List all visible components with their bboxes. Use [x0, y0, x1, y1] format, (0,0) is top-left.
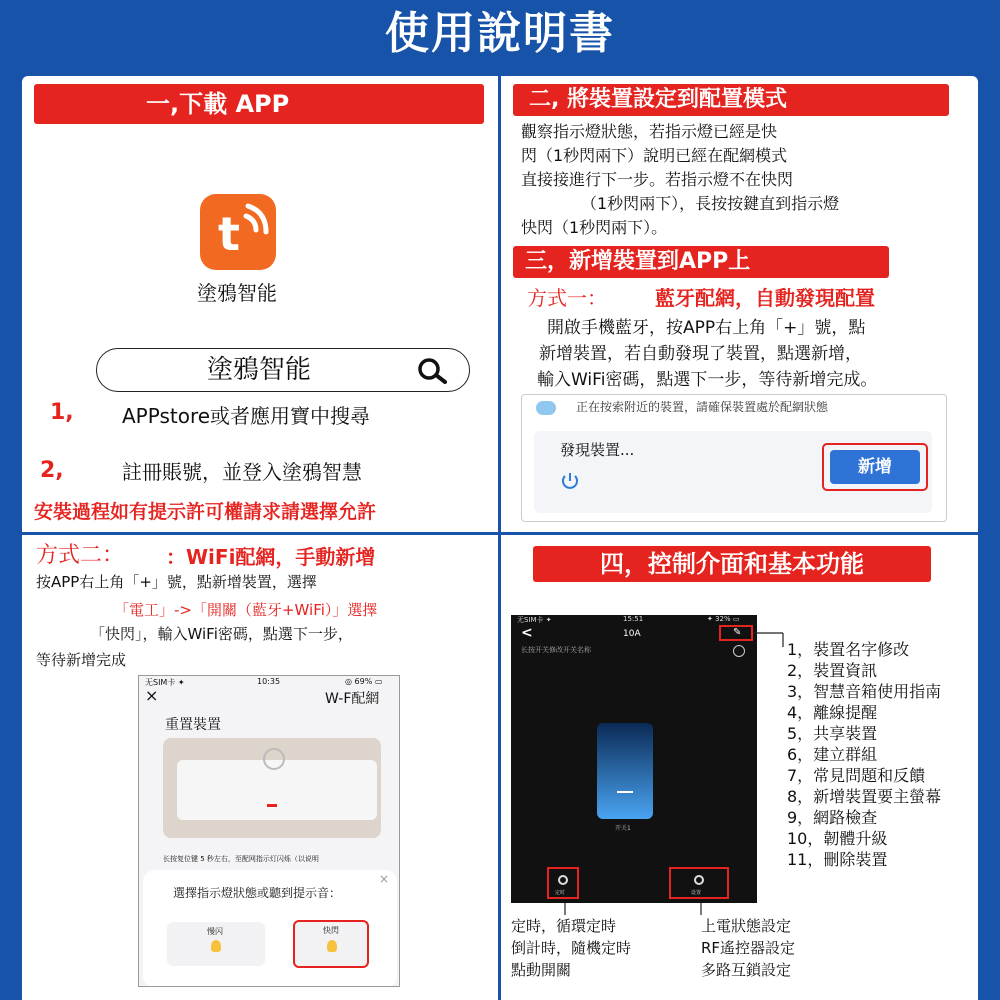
section-header-add-device: 三，新增裝置到APP上 [513, 246, 889, 278]
option-fast-flash[interactable]: 快閃 [293, 920, 369, 968]
device-indicator-light [267, 804, 277, 807]
status-bar-carrier: 无SIM卡 ✦ [145, 678, 185, 687]
bluetooth-line-3: 輸入WiFi密碼，點選下一步，等待新增完成。 [537, 370, 878, 390]
config-line-4: （1秒閃兩下），長按按鍵直到指示燈 [581, 194, 840, 213]
bluetooth-icon [536, 401, 556, 415]
config-line-1: 觀察指示燈狀態，若指示燈已經是快 [521, 122, 778, 141]
section-wifi-config [22, 535, 498, 1000]
scan-status-text: 正在按索附近的裝置，請確保裝置處於配網狀態 [576, 400, 829, 414]
search-icon[interactable] [415, 357, 449, 389]
method-two-title: ：WiFi配網，手動新增 [166, 545, 376, 569]
timer-feature-item: 倒計時，隨機定時 [511, 939, 632, 957]
timer-feature-item: 定時，循環定時 [511, 917, 617, 935]
feature-item: 6，建立群組 [787, 745, 878, 764]
wifi-phone-screenshot [138, 675, 400, 987]
status-bar-time: 15:51 [623, 615, 644, 623]
config-line-2: 閃（1秒閃兩下）說明已經在配網模式 [521, 146, 788, 165]
status-bar-battery: ◎ 69% ▭ [345, 677, 383, 686]
step-2-text: 註冊賬號，並登入塗鴉智慧 [122, 460, 362, 484]
step-1-number: 1, [50, 400, 74, 425]
feature-item: 1，裝置名字修改 [787, 640, 910, 659]
add-device-highlight [822, 443, 928, 491]
bluetooth-line-2: 新增裝置，若自動發現了裝置，點選新增， [539, 344, 862, 364]
search-bar[interactable] [96, 348, 470, 392]
method-one-label: 方式一： [527, 286, 607, 310]
wifi-line-2: 「電工」->「開關（藍牙+WiFi）」選擇 [114, 601, 378, 619]
indicator-select-dialog [143, 870, 397, 987]
feature-item: 5，共享裝置 [787, 724, 878, 743]
wifi-line-4: 等待新增完成 [36, 651, 127, 669]
settings-feature-item: RF遙控器設定 [701, 939, 796, 957]
select-indicator-title: 選擇指示燈狀態或聽到提示音： [173, 886, 342, 900]
step-1-text: APPstore或者應用寶中搜尋 [122, 404, 371, 428]
feature-item: 10，韌體升級 [787, 829, 888, 848]
wifi-line-1: 按APP右上角「+」號，點新增裝置，選擇 [36, 573, 317, 591]
rename-hint: 长按开关修改开关名称 [521, 646, 591, 654]
device-button-icon [263, 748, 285, 770]
search-input[interactable]: 塗鴉智能 [207, 355, 312, 385]
light-bulb-icon [327, 940, 337, 952]
timer-features [511, 915, 631, 981]
svg-text:t: t [218, 207, 240, 261]
add-device-button[interactable]: 新增 [830, 450, 920, 484]
feature-item: 9，網路檢查 [787, 808, 878, 827]
bluetooth-line-1: 開啟手機藍牙，按APP右上角「+」號，點 [547, 318, 866, 338]
device-title: 10A [623, 629, 641, 639]
config-line-5: 快閃（1秒閃兩下）。 [521, 218, 668, 237]
feature-item: 4，離線提醒 [787, 703, 878, 722]
timer-button[interactable]: 定时 [547, 867, 579, 899]
found-device-box [534, 431, 932, 513]
section-download-app [22, 76, 498, 532]
section-config-mode [501, 76, 978, 532]
section-control-interface [501, 535, 978, 1000]
dialog-close-icon[interactable]: × [379, 872, 390, 886]
wifi-line-3: 「快閃」，輸入WiFi密碼，點選下一步， [90, 625, 353, 643]
light-bulb-icon [211, 940, 221, 952]
edit-icon[interactable]: ✎ [733, 627, 742, 638]
feature-list [787, 639, 941, 870]
status-bar-battery: ✦ 32% ▭ [707, 615, 740, 623]
feature-item: 8，新增裝置要主螢幕 [787, 787, 942, 806]
feature-item: 7，常見問題和反饋 [787, 766, 926, 785]
page-title: 使用說明書 [385, 8, 615, 59]
power-icon [558, 469, 582, 497]
settings-button[interactable]: 设置 [669, 867, 729, 899]
section-header-control: 四，控制介面和基本功能 [533, 546, 931, 582]
section-header-download: 一,下載 APP [34, 84, 484, 124]
reset-device-label: 重置裝置 [165, 717, 221, 733]
step-2-number: 2, [40, 458, 64, 483]
method-two-label: 方式二： [36, 543, 125, 568]
section-header-config: 二, 將裝置設定到配置模式 [513, 84, 949, 116]
feature-item: 3，智慧音箱使用指南 [787, 682, 942, 701]
timer-feature-item: 點動開關 [511, 961, 572, 979]
settings-feature-item: 多路互鎖設定 [701, 961, 792, 979]
settings-feature-item: 上電狀態設定 [701, 917, 792, 935]
reset-hint: 长按复位键 5 秒左右，至配网指示灯闪烁（以说明 [163, 855, 319, 863]
method-one-title: 藍牙配網，自動發現配置 [655, 286, 875, 310]
tuya-app-icon [200, 194, 276, 270]
switch-1-label: 开关1 [615, 825, 631, 832]
settings-features [701, 915, 795, 981]
back-icon[interactable]: < [521, 625, 533, 641]
config-line-3: 直接接進行下一步。若指示燈不在快閃 [521, 170, 794, 189]
feature-item: 11，刪除裝置 [787, 850, 888, 869]
close-icon[interactable]: × [145, 686, 159, 705]
wifi-config-title: W-F配網 [325, 691, 380, 707]
status-bar-time: 10:35 [257, 677, 281, 686]
found-device-text: 發現裝置... [560, 441, 635, 459]
device-image [163, 738, 381, 838]
app-name: 塗鴉智能 [197, 281, 277, 305]
status-bar-carrier: 无SIM卡 ✦ [517, 616, 552, 624]
feature-item: 2，裝置資訊 [787, 661, 878, 680]
device-discovery-card [521, 394, 947, 522]
permission-note: 安裝過程如有提示許可權請求請選擇允許 [34, 501, 377, 523]
option-slow-flash[interactable]: 慢闪 [167, 922, 265, 966]
